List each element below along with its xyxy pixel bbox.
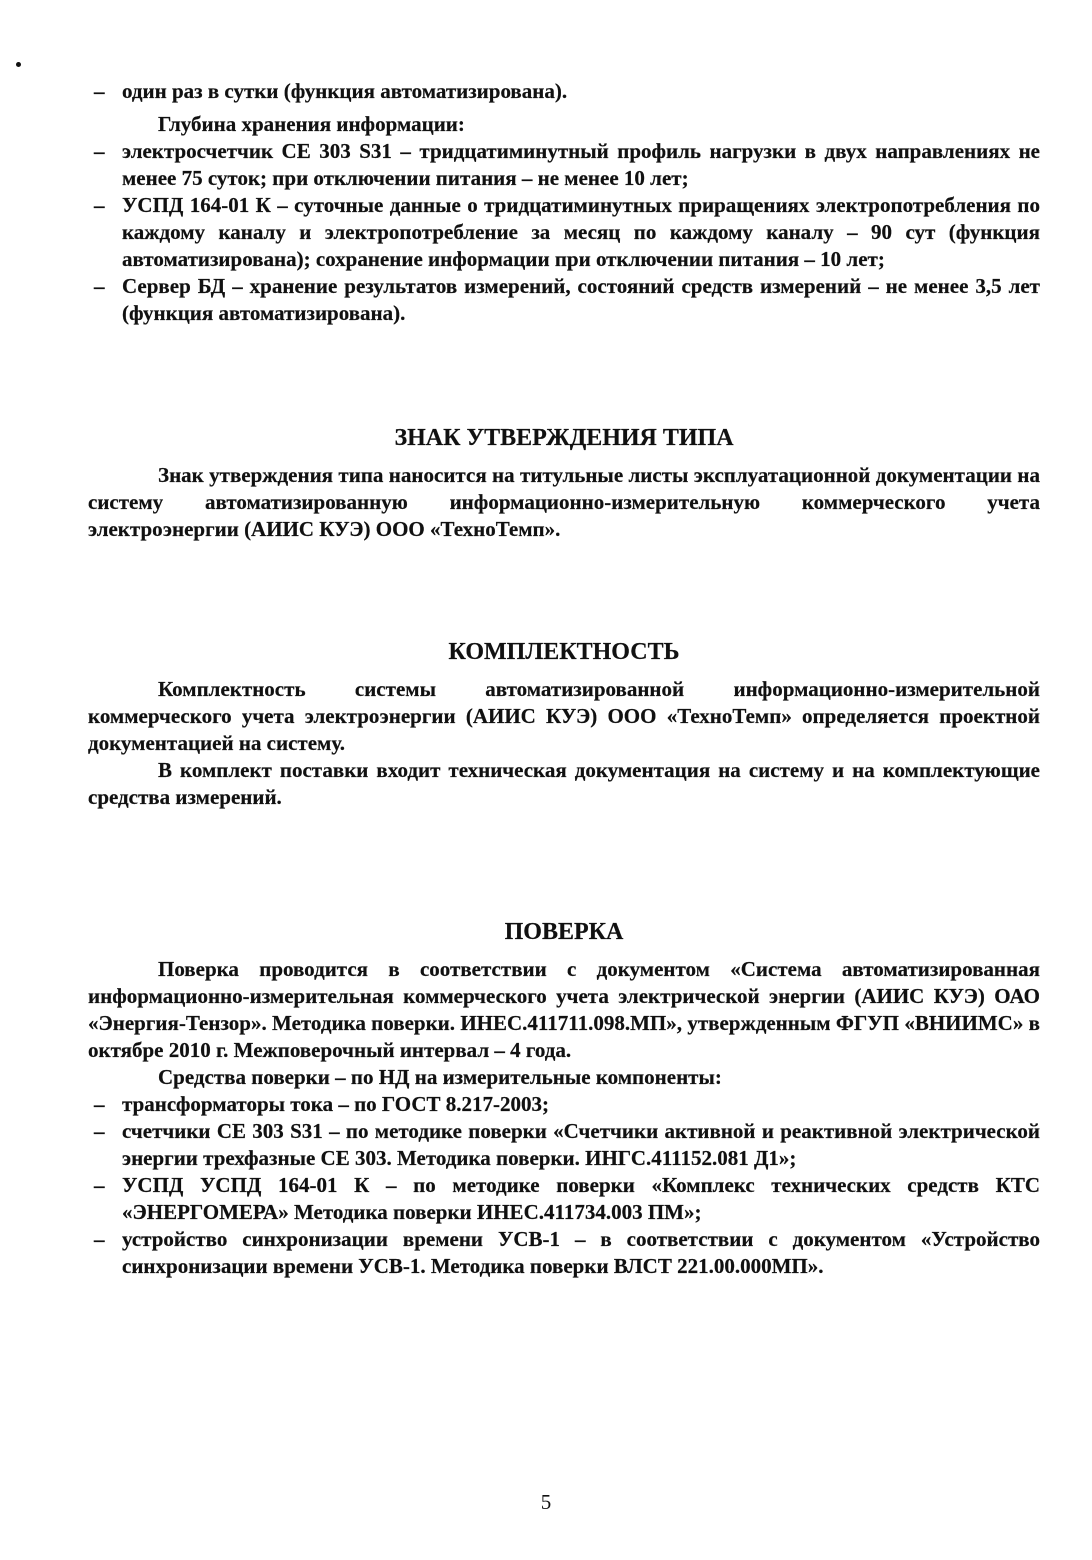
list-item-text: один раз в сутки (функция автоматизирована).	[122, 79, 568, 103]
list-item	[88, 273, 1040, 327]
storage-section	[88, 78, 1040, 327]
completeness-paragraph: Комплектность системы автоматизированной информационно-измерительной коммерческого учета электроэнергии (АИИС КУЭ) ООО «ТехноТемп» определяется проектной документацией на систему.	[88, 677, 1040, 755]
list-item-text: счетчики СЕ 303 S31 – по методике поверки «Счетчики активной и реактивной электрической энергии трехфазные СЕ 303. Методика поверки. ИНГС.411152.081 Д1»;	[122, 1119, 1040, 1170]
list-item	[88, 138, 1040, 192]
dash-bullet: –	[94, 79, 105, 103]
storage-lead: Глубина хранения информации:	[158, 112, 465, 136]
list-item-text: УСПД УСПД 164-01 К – по методике поверки «Комплекс технических средств КТС «ЭНЕРГОМЕРА» Методика поверки ИНЕС.411734.003 ПМ»;	[122, 1173, 1040, 1224]
dash-bullet: –	[94, 193, 105, 217]
list-item-text: УСПД 164-01 К – суточные данные о тридцатиминутных приращениях электропотребления по каждому каналу и электропотребление за месяц по каждому каналу – 90 сут (функция автоматизирована); сохранение информации при отключении питания – 10 лет;	[122, 193, 1040, 271]
list-item	[88, 192, 1040, 273]
list-item	[88, 78, 1040, 105]
list-item	[88, 1226, 1040, 1280]
completeness-paragraph: В комплект поставки входит техническая документация на систему и на комплектующие средства измерений.	[88, 758, 1040, 809]
list-item	[88, 1172, 1040, 1226]
section-title-verification: ПОВЕРКА	[504, 919, 624, 945]
approval-mark-paragraph: Знак утверждения типа наносится на титульные листы эксплуатационной документации на систему автоматизированную информационно-измерительную коммерческого учета электроэнергии (АИИС КУЭ) ООО «ТехноТемп».	[88, 463, 1040, 541]
list-item-text: трансформаторы тока – по ГОСТ 8.217-2003;	[122, 1092, 550, 1116]
dash-bullet: –	[94, 1119, 105, 1143]
page-number: 5	[540, 1490, 552, 1514]
dash-bullet: –	[94, 139, 105, 163]
verification-lead: Средства поверки – по НД на измерительные компоненты:	[158, 1065, 722, 1089]
list-item-text: электросчетчик СЕ 303 S31 – тридцатиминутный профиль нагрузки в двух направлениях не менее 75 суток; при отключении питания – не менее 10 лет;	[122, 139, 1040, 190]
list-item-text: Сервер БД – хранение результатов измерений, состояний средств измерений – не менее 3,5 лет (функция автоматизирована).	[122, 274, 1040, 325]
verification-paragraph: Поверка проводится в соответствии с документом «Система автоматизированная информационно-измерительная коммерческого учета электрической энергии (АИИС КУЭ) ОАО «Энергия-Тензор». Методика поверки. ИНЕС.411711.098.МП», утвержденным ФГУП «ВНИИМС» в октябре 2010 г. Межповерочный интервал – 4 года.	[88, 957, 1040, 1062]
scan-speck	[16, 62, 21, 67]
document-page	[88, 78, 1040, 1280]
dash-bullet: –	[94, 1092, 105, 1116]
list-item	[88, 1091, 1040, 1118]
section-title-approval-mark: ЗНАК УТВЕРЖДЕНИЯ ТИПА	[394, 425, 734, 451]
dash-bullet: –	[94, 274, 105, 298]
dash-bullet: –	[94, 1173, 105, 1197]
list-item-text: устройство синхронизации времени УСВ-1 – в соответствии с документом «Устройство синхронизации времени УСВ-1. Методика поверки ВЛСТ 221.00.000МП».	[122, 1227, 1040, 1278]
list-item	[88, 1118, 1040, 1172]
dash-bullet: –	[94, 1227, 105, 1251]
section-title-completeness: КОМПЛЕКТНОСТЬ	[448, 639, 680, 665]
